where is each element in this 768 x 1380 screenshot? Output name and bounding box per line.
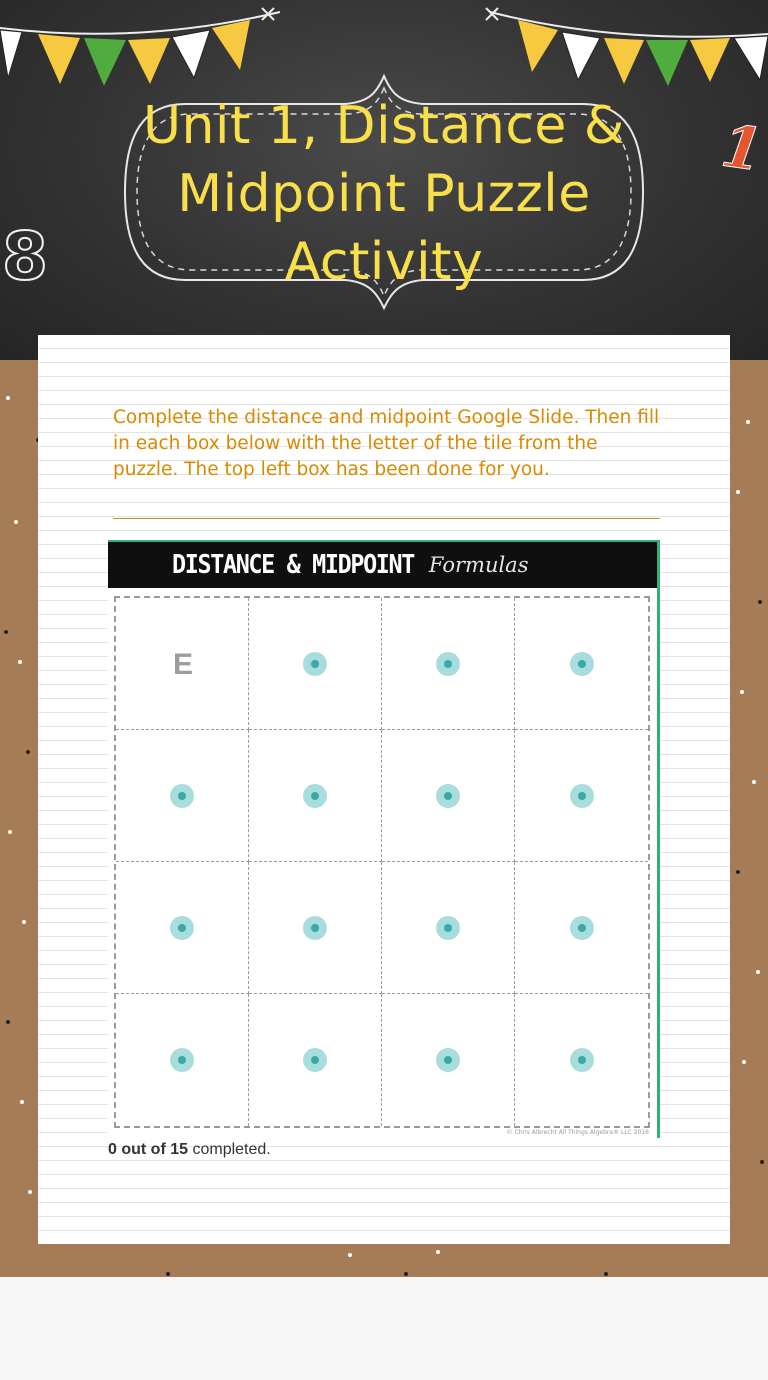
- completion-suffix: completed.: [192, 1141, 271, 1158]
- puzzle-heading-script: Formulas: [428, 553, 529, 577]
- chalkboard-header: [0, 0, 768, 360]
- puzzle-cell: [382, 598, 515, 730]
- puzzle-cell: [116, 598, 249, 730]
- completion-count: 0 out of 15: [108, 1141, 189, 1158]
- puzzle-board: [108, 540, 660, 1138]
- page-title: Unit 1, Distance & Midpoint Puzzle Activity: [143, 96, 625, 292]
- puzzle-cell: [382, 862, 515, 994]
- drop-target[interactable]: [303, 916, 327, 940]
- puzzle-copyright: © Chris Albrecht All Things Algebra® LLC 2016: [506, 1129, 649, 1136]
- puzzle-header: [108, 542, 657, 588]
- drop-target[interactable]: [303, 784, 327, 808]
- cell-letter: E: [173, 648, 194, 681]
- puzzle-cell: [515, 862, 648, 994]
- puzzle-cell: [116, 862, 249, 994]
- instructions-text: Complete the distance and midpoint Google Slide. Then fill in each box below with the letter of the tile from the puzzle. The top left box has been done for you.: [113, 407, 660, 480]
- drop-target[interactable]: [170, 916, 194, 940]
- puzzle-cell: [515, 598, 648, 730]
- puzzle-cell: [515, 994, 648, 1126]
- puzzle-cell: [116, 994, 249, 1126]
- drop-target[interactable]: [570, 916, 594, 940]
- chalk-number-one-decoration: 1: [717, 111, 767, 185]
- puzzle-cell: [249, 730, 382, 862]
- instructions-divider: [113, 518, 660, 519]
- puzzle-cell: [515, 730, 648, 862]
- drop-target[interactable]: [170, 1048, 194, 1072]
- puzzle-cell: [116, 730, 249, 862]
- drop-target[interactable]: [303, 1048, 327, 1072]
- puzzle-cell: [249, 598, 382, 730]
- drop-target[interactable]: [436, 1048, 460, 1072]
- drop-target[interactable]: [570, 652, 594, 676]
- drop-target[interactable]: [570, 784, 594, 808]
- puzzle-grid: [114, 596, 650, 1128]
- puzzle-cell: [249, 862, 382, 994]
- chalk-number-eight-decoration: 8: [2, 218, 48, 295]
- drop-target[interactable]: [436, 784, 460, 808]
- puzzle-cell: [382, 994, 515, 1126]
- drop-target[interactable]: [436, 652, 460, 676]
- drop-target[interactable]: [170, 784, 194, 808]
- drop-target[interactable]: [303, 652, 327, 676]
- puzzle-heading: DISTANCE & MIDPOINT: [172, 550, 415, 580]
- drop-target[interactable]: [436, 916, 460, 940]
- puzzle-cell: [249, 994, 382, 1126]
- drop-target[interactable]: [570, 1048, 594, 1072]
- completion-status: [108, 1141, 271, 1159]
- puzzle-cell: [382, 730, 515, 862]
